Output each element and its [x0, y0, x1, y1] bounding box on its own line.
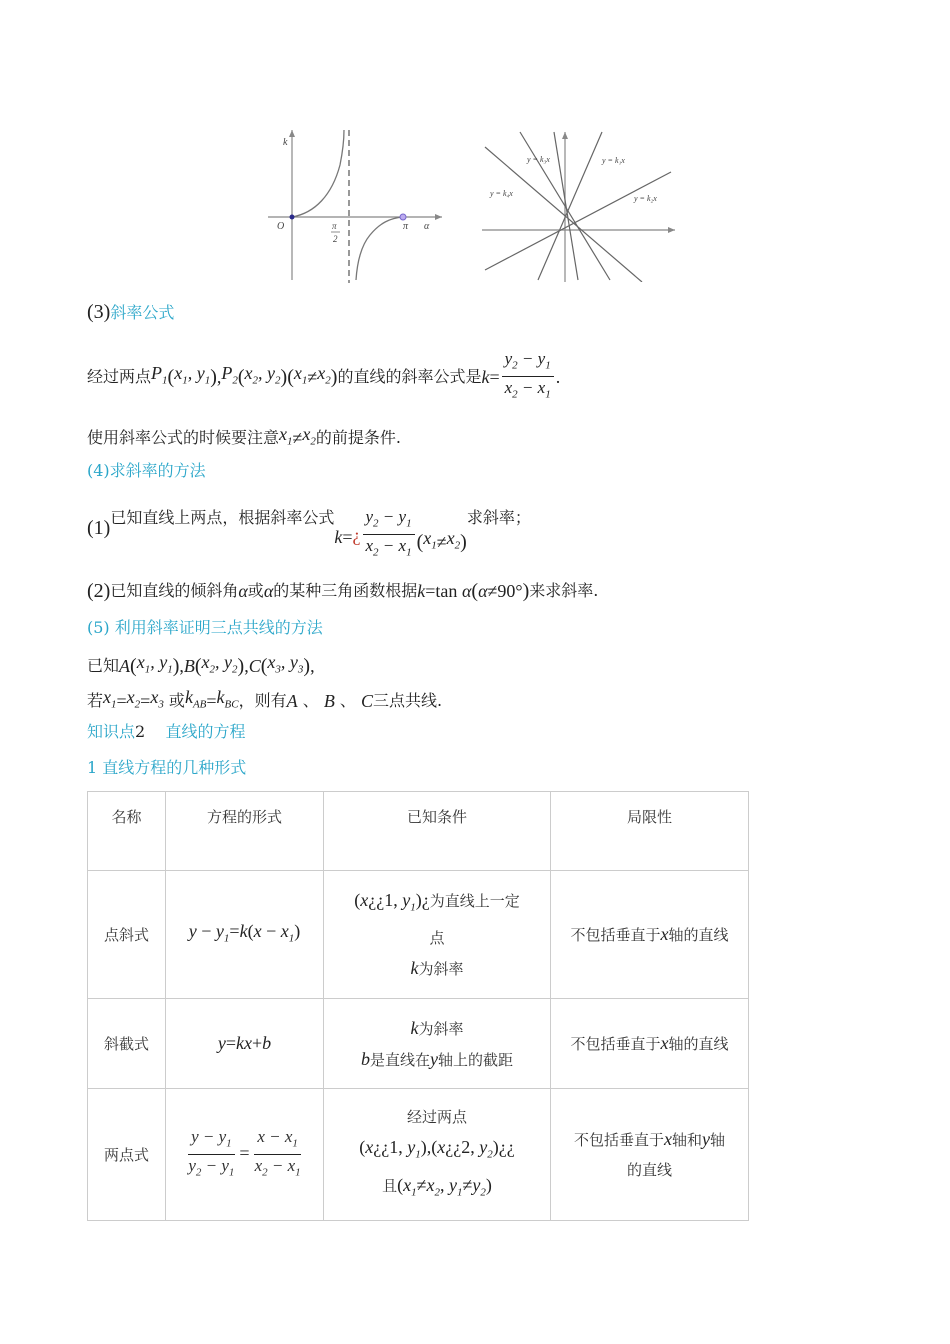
row2-cond-a: 为斜率 — [418, 1019, 464, 1038]
row1-cond-a: 为直线上一定 — [429, 892, 520, 911]
sep-2: 、 — [339, 690, 356, 710]
lines-through-origin-figure — [482, 130, 682, 282]
method1-text: 已知直线上两点，根据斜率公式 — [110, 508, 335, 527]
garbled-char: ¿ — [352, 524, 361, 545]
row1-limitation: 不包括垂直于x轴的直线 — [551, 871, 749, 999]
row3-form: $\frac{y - y_1}{y_2 - y_1}$ = $\frac{x - x_1}{x_2 - x_1}$ — [166, 1089, 324, 1221]
slope-formula-line: 经过两点 $P_1$ ( $x_1$, $y_1$ ) , $P_2$ ( $x_2$, $y_2$ ) ( $x_1$ ≠ $x_2$ ) 的直线的斜率公式是 k = $\frac{y_2 - y_1}{x_2 - x_1}$ . — [87, 348, 560, 406]
table-row — [88, 999, 749, 1089]
tangent-graph-figure — [260, 125, 450, 285]
pi-label: π — [403, 221, 409, 232]
method2-number: (2) — [87, 580, 111, 602]
slope-condition-line: 使用斜率公式的时候要注意 $x_1$ ≠ $x_2$ 的前提条件. — [87, 424, 401, 448]
collinear-prefix: 若 — [87, 690, 104, 710]
row2-cond-b: 是直线在 — [369, 1050, 430, 1069]
row2-condition: k为斜率 b是直线在y轴上的截距 — [324, 999, 551, 1089]
header-form: 方程的形式 — [166, 792, 324, 871]
method2-or: 或 — [247, 581, 264, 600]
knowledge-number: 2 — [135, 722, 146, 741]
row3-limitation: 不包括垂直于x轴和y轴 的直线 — [551, 1089, 749, 1221]
collinear-or: 或 — [168, 690, 185, 710]
section5-heading: (5) 利用斜率证明三点共线的方法 — [87, 618, 323, 637]
slope-fraction: $\frac{y_2 - y_1}{x_2 - x_1}$ — [502, 348, 554, 406]
header-limitation: 局限性 — [551, 792, 749, 871]
row1-cond-c: 为斜率 — [418, 959, 464, 978]
method1-tail: 求斜率； — [466, 508, 531, 527]
collinear-tail: 三点共线. — [373, 690, 443, 710]
section3-number: (3) — [87, 301, 111, 323]
method1-line: (1) 已知直线上两点，根据斜率公式 k = ¿ $\frac{y_2 - y_1}{x_2 - x_1}$ ( $x_1$ ≠ $x_2$ ) 求斜率； — [87, 507, 531, 559]
knowledge-title: 直线的方程 — [165, 722, 246, 741]
row1-condition: (x¿¿1, $y_1)¿$为直线上一定 点 k为斜率 — [324, 871, 551, 999]
table-header-row — [88, 792, 749, 871]
row2-limitation: 不包括垂直于x轴的直线 — [551, 999, 749, 1089]
axis-alpha-label: α — [424, 221, 430, 232]
section3-title: 斜率公式 — [110, 303, 175, 322]
method2-text2: 的某种三角函数根据 — [273, 581, 418, 600]
table-row — [88, 1089, 749, 1221]
row1-name: 点斜式 — [88, 871, 166, 999]
row3-name: 两点式 — [88, 1089, 166, 1221]
row1-form: $y - y_1=k(x - x_1)$ — [166, 871, 324, 999]
sep-1: 、 — [302, 690, 319, 710]
method2-line: (2) 已知直线的倾斜角 α 或 α 的某种三角函数根据 k =tan α ( α ≠90° ) 来求斜率. — [87, 580, 599, 602]
knowledge-label: 知识点 — [87, 722, 136, 741]
three-points-line: 已知 A ( $x_1$, $y_1$ ) , B ( $x_2$, $y_2$ ) , C ( $x_3$, $y_3$ ) , — [87, 652, 315, 677]
slope-condition-text: 使用斜率公式的时候要注意 — [87, 427, 280, 447]
row1-cond-b: 点 — [429, 928, 445, 947]
row2-name: 斜截式 — [88, 999, 166, 1089]
axis-k-label: k — [283, 137, 288, 148]
row2-cond-c: 轴上的截距 — [438, 1050, 514, 1069]
section3-heading — [87, 302, 174, 323]
header-condition: 已知条件 — [324, 792, 551, 871]
method1-number: (1) — [87, 517, 111, 539]
section4-heading: (4)求斜率的方法 — [87, 461, 206, 480]
collinear-condition-line: 若 $x_1$ = $x_2$ = $x_3$ 或 $k_{AB}$ = $k_{BC}$ ，则有 A 、 B 、 C 三点共线. — [87, 687, 443, 711]
slope-formula-prefix: 经过两点 — [87, 366, 152, 386]
subheading: 1 直线方程的几种形式 — [87, 758, 247, 777]
row3-cond-c: 且 — [382, 1176, 398, 1195]
line-k2-label: y = k₂x — [634, 194, 657, 203]
header-name: 名称 — [88, 792, 166, 871]
line-k4-label: y = k₄x — [490, 189, 513, 198]
knowledge-point-heading — [87, 722, 246, 742]
row3-condition: 经过两点 (x¿¿1, $y_1),(x¿¿2$, $y_2)¿¿$ 且($x_1\ne x_2$, $y_1\ne y_2$) — [324, 1089, 551, 1221]
method2-text1: 已知直线的倾斜角 — [110, 581, 239, 600]
slope-condition-tail: 的前提条件. — [315, 427, 401, 447]
origin-label: O — [277, 221, 285, 232]
line-k1-label: y = k₁x — [602, 156, 625, 165]
collinear-then: ，则有 — [238, 690, 287, 710]
row2-form: y=kx+b — [166, 999, 324, 1089]
line-equation-forms-table — [87, 791, 749, 1221]
line-k3-label: y = k₃x — [527, 155, 550, 164]
half-pi-den: 2 — [333, 234, 338, 244]
table-row — [88, 871, 749, 999]
method2-tail: 来求斜率. — [529, 581, 599, 600]
three-points-prefix: 已知 — [87, 655, 120, 675]
slope-formula-mid: 的直线的斜率公式是 — [337, 366, 482, 386]
row3-cond-a: 经过两点 — [406, 1107, 467, 1126]
half-pi-num: π — [332, 221, 337, 231]
